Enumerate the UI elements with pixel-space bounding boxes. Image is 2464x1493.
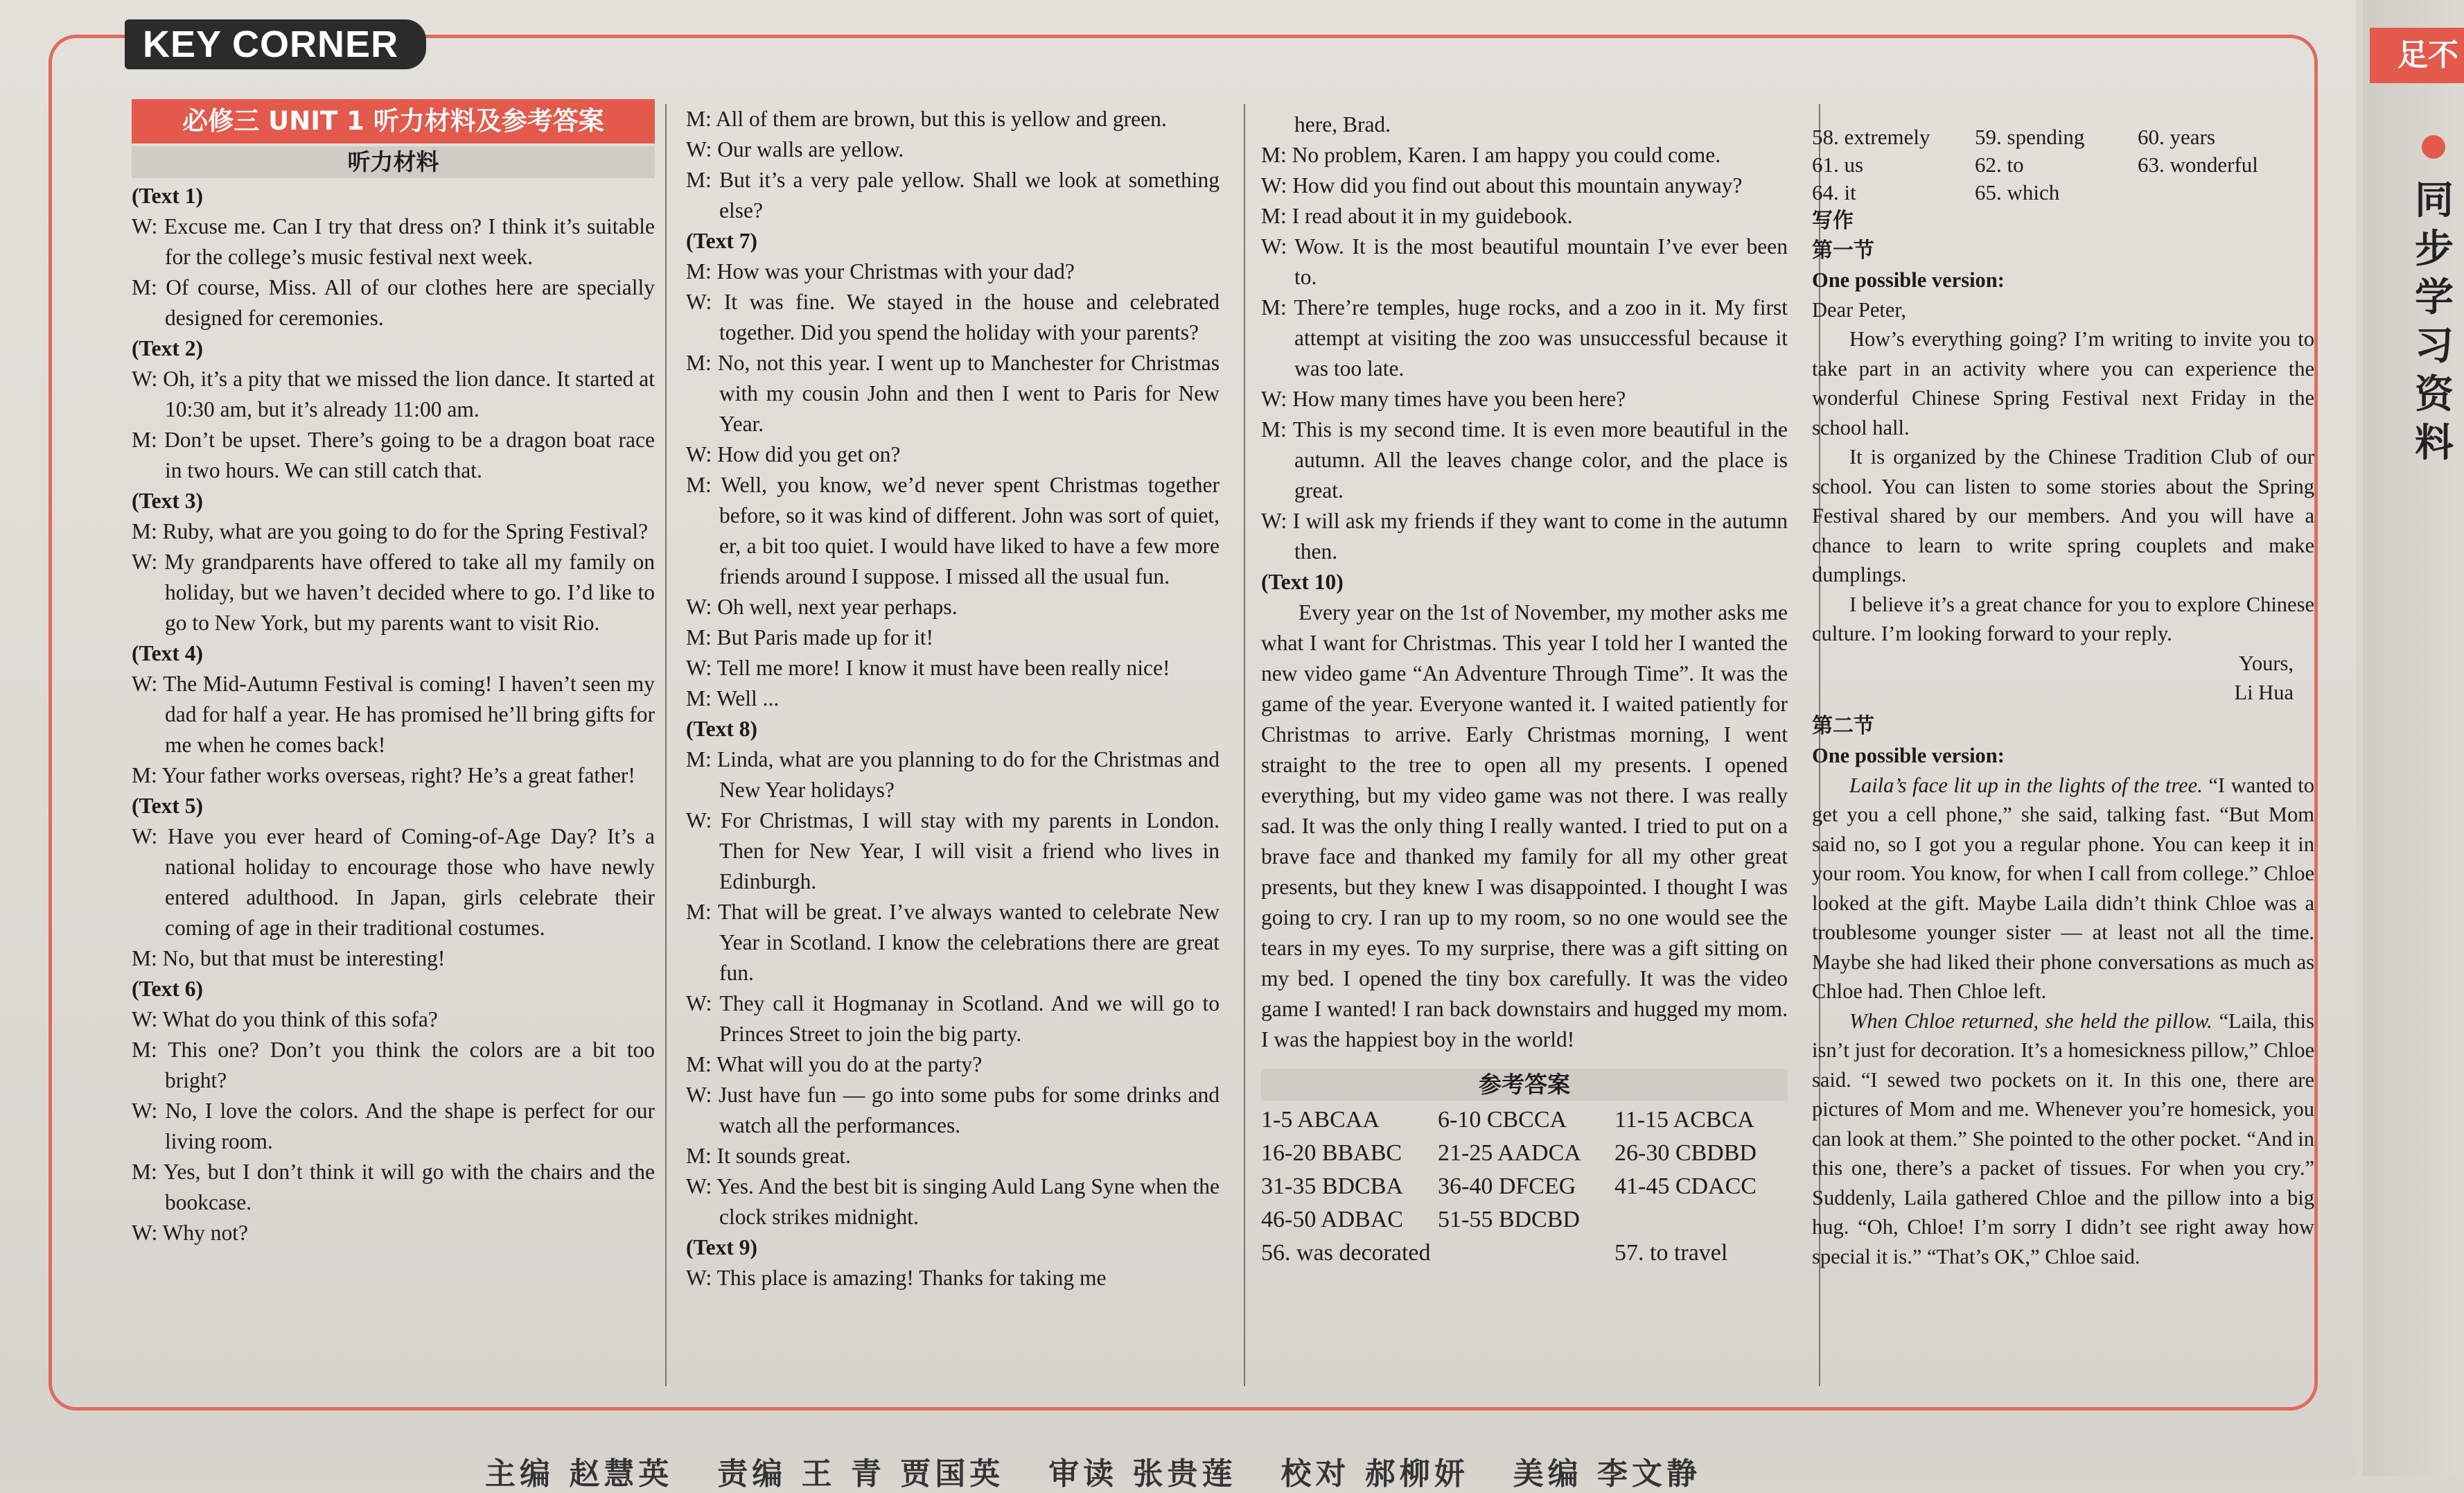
answer-item: 6-10 CBCCA [1438, 1107, 1567, 1133]
writing-heading: 写作 [1812, 209, 1854, 233]
answer-item: 16-20 BBABC [1261, 1140, 1402, 1166]
section-2-heading: 第二节 [1812, 713, 1874, 738]
dialogue-line: W: It was fine. We stayed in the house and celebrated together. Did you spend the holiday with your parents? [686, 290, 1220, 344]
version-label-2: One possible version: [1812, 744, 2005, 767]
answer-item: 46-50 ADBAC [1261, 1207, 1403, 1232]
dialogue-line: W: My grandparents have offered to take all my family on holiday, but we haven’t decided where to go. I’d like to go to New York, but my parents want to visit Rio. [132, 550, 655, 635]
dialogue-line: M: But it’s a very pale yellow. Shall we look at something else? [686, 168, 1220, 222]
dialogue-line: W: I will ask my friends if they want to come in the autumn then. [1261, 509, 1788, 564]
dialogue-line: M: Your father works overseas, right? He’s a great father! [132, 763, 635, 787]
listening-text-2 [686, 104, 1220, 1293]
dialogue-line: W: The Mid-Autumn Festival is coming! I haven’t seen my dad for half a year. He has promised he’ll bring gifts for me when he comes back! [132, 672, 655, 757]
answer-item [1438, 1237, 1614, 1270]
text-label: (Text 9) [686, 1235, 757, 1259]
editor-credits: 主编 赵慧英 责编 王 青 贾国英 审读 张贵莲 校对 郝柳妍 美编 李文静 [485, 1456, 1702, 1492]
dialogue-line: M: All of them are brown, but this is yellow and green. [686, 107, 1167, 131]
dialogue-line: M: Linda, what are you planning to do for the Christmas and New Year holidays? [686, 747, 1220, 802]
letter-paragraph-3: I believe it’s a great chance for you to explore Chinese culture. I’m looking forward to your reply. [1812, 592, 2314, 645]
dialogue-line: M: This one? Don’t you think the colors are a bit too bright? [132, 1038, 655, 1092]
text-label: (Text 4) [132, 641, 203, 665]
dialogue-line: M: No problem, Karen. I am happy you could come. [1261, 143, 1721, 167]
column-1 [132, 99, 655, 1248]
story-body-1: “I wanted to get you a cell phone,” she said, talking fast. “But Mom said no, so I got you a regular phone. You can keep it in your room. You know, for when I call from college.” Chloe looked at the gift. Maybe Laila didn’t think Chloe was a troublesome younger sister — at least not all the time. Maybe she had liked their phone conversations as much as Chloe had. Then Chloe left. [1812, 773, 2314, 1003]
answer-key-grid [1261, 1103, 1788, 1270]
answers-title: 参考答案 [1261, 1069, 1788, 1101]
text-label: (Text 1) [132, 184, 203, 208]
dialogue-line: W: This place is amazing! Thanks for taking me [686, 1266, 1107, 1290]
dialogue-line: M: Of course, Miss. All of our clothes here are specially designed for ceremonies. [132, 275, 655, 330]
listening-text-1 [132, 181, 655, 1248]
letter-closing: Yours, [2238, 651, 2294, 675]
side-vertical-title: 同步学习资料 [2415, 178, 2454, 466]
answer-item: 62. to [1975, 152, 2024, 177]
answer-item: 41-45 CDACC [1614, 1173, 1757, 1199]
dialogue-line: W: Why not? [132, 1221, 248, 1245]
dialogue-line: W: Our walls are yellow. [686, 137, 904, 161]
answer-item: 26-30 CBDBD [1614, 1140, 1757, 1166]
dialogue-line: W: What do you think of this sofa? [132, 1007, 438, 1031]
dialogue-line: Every year on the 1st of November, my mother asks me what I want for Christmas. This year I told her I wanted the new video game “An Adventure Through Time”. It was the game of the year. Everyone wanted it. I waited patiently for Christmas to arrive. Early Christmas morning, I went straight to the tree to open all my presents. I opened everything, but my video game was not there. I was really sad. It was the only thing I really wanted. I tried to put on a brave face and thanked my family for all my other great presents, but they knew I was disappointed. I thought I was going to cry. I ran up to my room, so no one would see the tears in my eyes. To my surprise, there was a gift sitting on my bed. I opened the tiny box carefully. It was the video game I wanted! I ran back downstairs and hugged my mom. I was the happiest boy in the world! [1261, 600, 1788, 1051]
text-label: (Text 6) [132, 977, 203, 1001]
story-opening-2: When Chloe returned, she held the pillow. [1849, 1009, 2212, 1033]
answer-item: 11-15 ACBCA [1614, 1107, 1754, 1133]
dialogue-line: W: They call it Hogmanay in Scotland. And we will go to Princes Street to join the big party. [686, 991, 1220, 1046]
dialogue-line: here, Brad. [1294, 112, 1391, 137]
letter-paragraph-2: It is organized by the Chinese Tradition Club of our school. You can listen to some stories about the Spring Festival shared by our members. And you will have a chance to learn to write spring couplets and make dumplings. [1812, 445, 2314, 586]
answer-item: 58. extremely [1812, 125, 1930, 149]
dialogue-line: M: Well, you know, we’d never spent Christmas together before, so it was kind of different. John was sort of quiet, er, a bit too quiet. I would have liked to have a few more friends around I suppose. I missed all the usual fun. [686, 473, 1220, 588]
dialogue-line: M: Well ... [686, 686, 780, 710]
column-2 [686, 104, 1220, 1293]
dialogue-line: M: I read about it in my guidebook. [1261, 204, 1573, 228]
answer-key-continued [1812, 123, 2314, 207]
dialogue-line: W: How many times have you been here? [1261, 387, 1626, 411]
dialogue-line: M: No, not this year. I went up to Manchester for Christmas with my cousin John and then I went to Paris for New Year. [686, 351, 1220, 436]
dialogue-line: M: Yes, but I don’t think it will go with the chairs and the bookcase. [132, 1160, 655, 1214]
key-corner-tag: KEY CORNER [125, 19, 426, 69]
dialogue-line: W: Have you ever heard of Coming-of-Age Day? It’s a national holiday to encourage those who have newly entered adulthood. In Japan, girls celebrate their coming of age in their traditional costumes. [132, 824, 655, 940]
dialogue-line: M: How was your Christmas with your dad? [686, 259, 1075, 283]
dialogue-line: M: That will be great. I’ve always wanted to celebrate New Year in Scotland. I know the celebrations there are great fun. [686, 900, 1220, 985]
answer-item: 63. wonderful [2138, 152, 2258, 177]
dialogue-line: M: No, but that must be interesting! [132, 946, 446, 970]
story-opening-1: Laila’s face lit up in the lights of the tree. [1849, 773, 2203, 797]
dialogue-line: W: Oh well, next year perhaps. [686, 595, 958, 619]
dialogue-line: W: Just have fun — go into some pubs for some drinks and watch all the performances. [686, 1083, 1220, 1137]
letter-signature: Li Hua [2234, 681, 2294, 704]
side-red-label: 足不 [2370, 28, 2464, 83]
dialogue-line: W: Excuse me. Can I try that dress on? I think it’s suitable for the college’s music festival next week. [132, 214, 655, 269]
answer-item: 65. which [1975, 180, 2060, 204]
dialogue-line: W: For Christmas, I will stay with my parents in London. Then for New Year, I will visit a friend who lives in Edinburgh. [686, 808, 1220, 893]
dialogue-line: M: Don’t be upset. There’s going to be a dragon boat race in two hours. We can still catch that. [132, 428, 655, 482]
dialogue-line: W: How did you find out about this mountain anyway? [1261, 173, 1743, 198]
answer-item: 1-5 ABCAA [1261, 1107, 1380, 1133]
answer-item: 56. was decorated [1261, 1240, 1431, 1266]
column-divider [1244, 104, 1245, 1386]
story-body-2: “Laila, this isn’t just for decoration. It’s a homesickness pillow,” Chloe said. “I sewed two pockets on it. In this one, there are pictures of Mom and me. Whenever you’re homesick, you can look at them.” She pointed to the other pocket. “And in this one, there’s a packet of tissues. For when you cry.” Suddenly, Laila gathered Chloe and the pillow into a big hug. “Oh, Chloe! I’m sorry I didn’t see right away how special it is.” “That’s OK,” Chloe said. [1812, 1009, 2314, 1268]
dialogue-line: W: Tell me more! I know it must have been really nice! [686, 656, 1170, 680]
story-paragraph-1 [1812, 771, 2314, 1006]
side-dot-icon [2422, 135, 2445, 159]
letter-salutation: Dear Peter, [1812, 297, 1906, 322]
dialogue-line: M: But Paris made up for it! [686, 625, 933, 649]
text-label: (Text 10) [1261, 570, 1344, 594]
text-label: (Text 5) [132, 794, 203, 818]
column-4 [1812, 123, 2314, 1271]
answer-item: 51-55 BDCBD [1438, 1207, 1580, 1232]
listening-text-3 [1261, 110, 1788, 1055]
answer-item: 64. it [1812, 180, 1856, 204]
answer-item: 36-40 DFCEG [1438, 1173, 1576, 1199]
answer-item: 31-35 BDCBA [1261, 1173, 1403, 1199]
dialogue-line: W: Wow. It is the most beautiful mountain I’ve ever been to. [1261, 234, 1788, 289]
dialogue-line: W: No, I love the colors. And the shape is perfect for our living room. [132, 1099, 655, 1153]
answer-item [2138, 179, 2304, 207]
letter-paragraph-1: How’s everything going? I’m writing to invite you to take part in an activity where you can experience the wonderful Chinese Spring Festival next Friday in the school hall. [1812, 327, 2314, 439]
column-3 [1261, 110, 1788, 1270]
text-label: (Text 2) [132, 336, 203, 360]
answer-item: 57. to travel [1614, 1240, 1728, 1266]
unit-banner: 必修三 UNIT 1 听力材料及参考答案 [132, 99, 655, 143]
answer-item [1614, 1203, 1795, 1237]
answer-item: 60. years [2138, 125, 2215, 149]
listening-subtitle: 听力材料 [132, 146, 655, 178]
dialogue-line: M: It sounds great. [686, 1144, 851, 1168]
dialogue-line: M: What will you do at the party? [686, 1052, 983, 1076]
section-1-heading: 第一节 [1812, 238, 1874, 263]
text-label: (Text 7) [686, 229, 757, 253]
column-divider [665, 104, 667, 1386]
dialogue-line: M: Ruby, what are you going to do for the Spring Festival? [132, 519, 649, 543]
dialogue-line: W: Yes. And the best bit is singing Auld Lang Syne when the clock strikes midnight. [686, 1174, 1220, 1229]
answer-item: 21-25 AADCA [1438, 1140, 1581, 1166]
answer-item: 59. spending [1975, 125, 2085, 149]
story-paragraph-2 [1812, 1006, 2314, 1272]
dialogue-line: W: Oh, it’s a pity that we missed the lion dance. It started at 10:30 am, but it’s already 11:00 am. [132, 367, 655, 421]
dialogue-line: M: There’re temples, huge rocks, and a zoo in it. My first attempt at visiting the zoo was unsuccessful because it was too late. [1261, 295, 1788, 381]
dialogue-line: W: How did you get on? [686, 442, 901, 466]
answer-item: 61. us [1812, 152, 1864, 177]
text-label: (Text 8) [686, 717, 757, 741]
version-label-1: One possible version: [1812, 268, 2005, 292]
text-label: (Text 3) [132, 489, 203, 513]
dialogue-line: M: This is my second time. It is even more beautiful in the autumn. All the leaves change color, and the place is great. [1261, 417, 1788, 503]
